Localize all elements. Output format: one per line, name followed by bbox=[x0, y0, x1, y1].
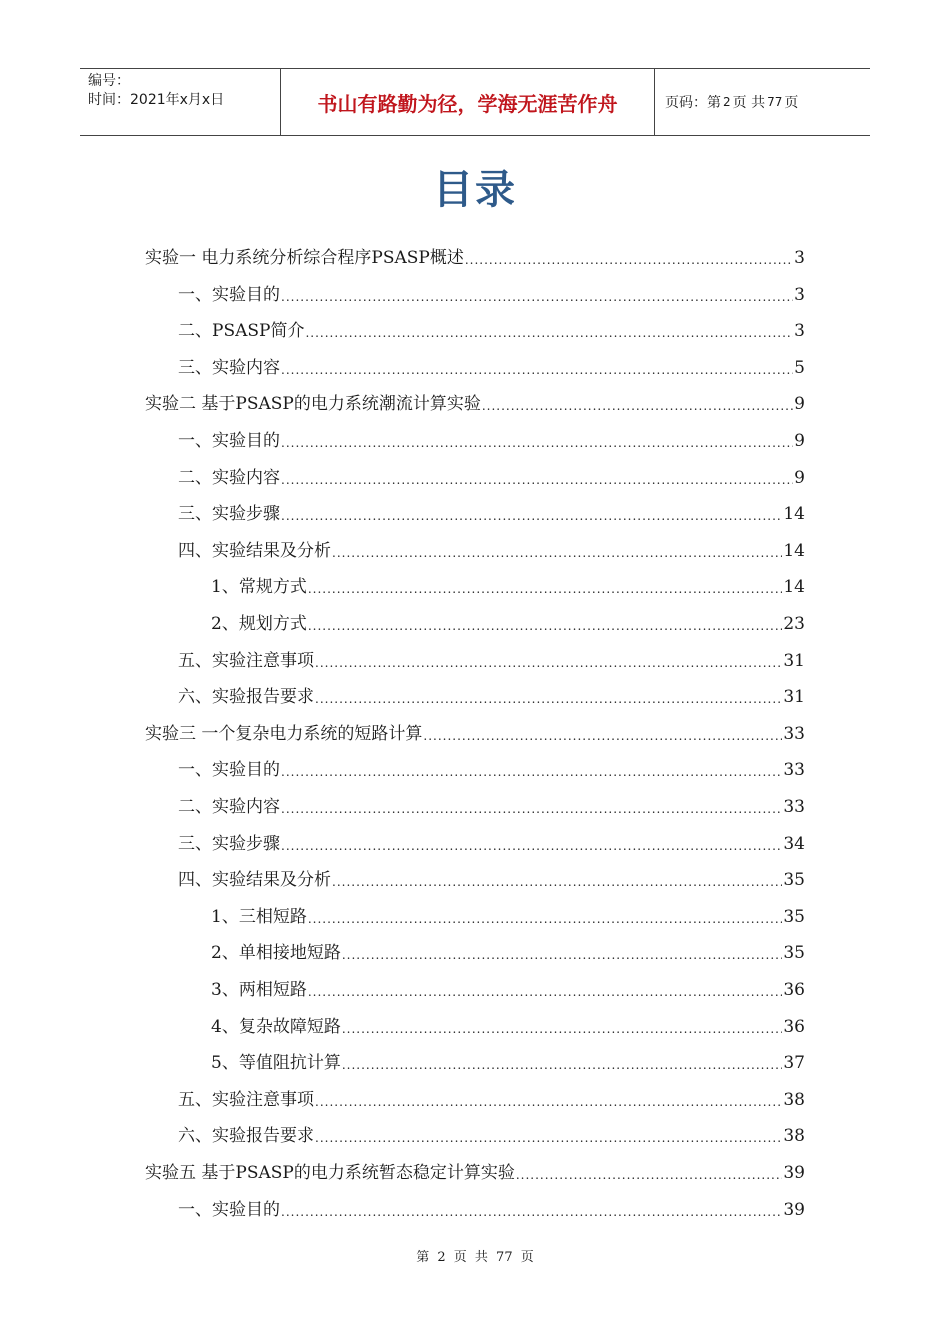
page-title: 目录 bbox=[433, 167, 517, 213]
header-motto: 书山有路勤为径，学海无涯苦作舟 bbox=[281, 69, 655, 135]
toc-leader-dots bbox=[465, 251, 793, 269]
toc-entry-title: 二、实验内容 bbox=[178, 467, 280, 488]
toc-entry-title: 一、实验目的 bbox=[178, 431, 280, 451]
toc-entry-page: 34 bbox=[783, 833, 805, 854]
toc-entry[interactable] bbox=[178, 1083, 805, 1111]
toc-entry-page: 5 bbox=[794, 357, 805, 378]
toc-leader-dots bbox=[315, 654, 782, 672]
toc-entry[interactable] bbox=[178, 351, 805, 379]
toc-entry-title: 5、等值阻抗计算 bbox=[211, 1053, 341, 1074]
toc-entry[interactable] bbox=[211, 1046, 805, 1074]
toc-entry-title: 一、实验目的 bbox=[178, 284, 280, 305]
toc-leader-dots bbox=[281, 1203, 782, 1221]
toc-entry-page: 39 bbox=[783, 1199, 805, 1220]
toc-leader-dots bbox=[281, 800, 782, 818]
toc-entry-title: 1、常规方式 bbox=[211, 577, 307, 598]
toc-leader-dots bbox=[281, 288, 793, 306]
toc-leader-dots bbox=[308, 910, 783, 928]
toc-entry-page: 36 bbox=[783, 1016, 805, 1037]
toc-entry[interactable] bbox=[178, 827, 805, 855]
toc-leader-dots bbox=[332, 544, 782, 562]
toc-entry[interactable] bbox=[178, 753, 805, 781]
toc-leader-dots bbox=[315, 1129, 782, 1147]
toc-entry-title: 实验五 基于PSASP的电力系统暂态稳定计算实验 bbox=[145, 1163, 515, 1183]
toc-leader-dots bbox=[281, 507, 782, 525]
toc-entry-title: 2、规划方式 bbox=[211, 614, 307, 634]
page-mid: 页 共 bbox=[732, 95, 766, 111]
toc-entry[interactable] bbox=[178, 790, 805, 818]
toc-entry-page: 14 bbox=[783, 577, 805, 598]
toc-entry[interactable] bbox=[178, 497, 805, 525]
toc-entry-page: 36 bbox=[783, 980, 805, 1000]
page-total: 77 bbox=[767, 95, 783, 109]
toc-entry-title: 六、实验报告要求 bbox=[178, 687, 314, 708]
toc-entry-title: 六、实验报告要求 bbox=[178, 1126, 314, 1147]
toc-entry-page: 9 bbox=[794, 467, 805, 488]
time-label: 时间：2021年x月x日 bbox=[88, 92, 225, 108]
toc-entry-title: 实验二 基于PSASP的电力系统潮流计算实验 bbox=[145, 394, 481, 415]
toc-entry-page: 33 bbox=[783, 723, 805, 744]
toc-entry[interactable] bbox=[145, 717, 805, 745]
toc-entry[interactable] bbox=[178, 461, 805, 489]
toc-leader-dots bbox=[315, 1093, 782, 1111]
toc-entry-page: 3 bbox=[794, 284, 805, 305]
toc-leader-dots bbox=[342, 1020, 783, 1038]
toc-entry-title: 实验三 一个复杂电力系统的短路计算 bbox=[145, 723, 423, 744]
toc-entry-page: 33 bbox=[783, 760, 805, 781]
toc-entry[interactable] bbox=[178, 534, 805, 562]
toc-entry[interactable] bbox=[211, 570, 805, 598]
toc-entry-page: 39 bbox=[783, 1163, 805, 1183]
toc-leader-dots bbox=[423, 727, 782, 745]
toc-leader-dots bbox=[342, 1056, 783, 1074]
toc-entry-page: 35 bbox=[783, 943, 805, 964]
toc-entry-page: 38 bbox=[783, 1089, 805, 1110]
toc-entry-title: 二、实验内容 bbox=[178, 797, 280, 817]
toc-leader-dots bbox=[308, 580, 783, 598]
page-prefix: 页码：第 bbox=[665, 95, 721, 111]
header-meta bbox=[80, 69, 281, 135]
toc-entry-title: 四、实验结果及分析 bbox=[178, 540, 331, 561]
toc-leader-dots bbox=[305, 324, 793, 342]
toc-leader-dots bbox=[482, 397, 793, 415]
toc-entry-page: 37 bbox=[783, 1053, 805, 1074]
toc-entry[interactable] bbox=[178, 1193, 805, 1221]
toc-leader-dots bbox=[281, 763, 782, 781]
toc-entry-page: 9 bbox=[794, 431, 805, 451]
toc-entry-title: 三、实验内容 bbox=[178, 357, 280, 378]
page-current: 2 bbox=[723, 95, 731, 109]
toc-entry-page: 3 bbox=[794, 248, 805, 268]
toc-entry-page: 9 bbox=[794, 394, 805, 415]
toc-leader-dots bbox=[281, 837, 782, 855]
toc-entry-title: 二、PSASP简介 bbox=[178, 321, 305, 342]
toc-entry[interactable] bbox=[211, 973, 805, 1001]
toc-leader-dots bbox=[315, 690, 782, 708]
toc-entry-title: 3、两相短路 bbox=[211, 980, 307, 1000]
toc-leader-dots bbox=[308, 617, 783, 635]
toc-entry[interactable] bbox=[178, 680, 805, 708]
toc-leader-dots bbox=[281, 434, 793, 452]
toc-entry-title: 五、实验注意事项 bbox=[178, 1089, 314, 1110]
toc-entry[interactable] bbox=[178, 644, 805, 672]
toc-entry-page: 31 bbox=[783, 687, 805, 708]
page-header bbox=[80, 68, 870, 136]
page-suffix: 页 bbox=[784, 95, 799, 111]
toc-leader-dots bbox=[308, 983, 783, 1001]
toc-entry-title: 4、复杂故障短路 bbox=[211, 1016, 341, 1037]
toc-entry-page: 35 bbox=[783, 870, 805, 891]
toc-entry[interactable] bbox=[178, 1119, 805, 1147]
toc-entry[interactable] bbox=[145, 241, 805, 269]
header-page-info bbox=[655, 69, 870, 135]
toc-entry[interactable] bbox=[178, 314, 805, 342]
toc-entry-title: 实验一 电力系统分析综合程序PSASP概述 bbox=[145, 248, 464, 268]
toc-entry[interactable] bbox=[145, 387, 805, 415]
toc-entry-page: 38 bbox=[783, 1126, 805, 1147]
toc-entry-title: 一、实验目的 bbox=[178, 1199, 280, 1220]
toc-entry[interactable] bbox=[178, 278, 805, 306]
toc-leader-dots bbox=[342, 946, 783, 964]
toc-entry-title: 三、实验步骤 bbox=[178, 833, 280, 854]
page-footer: 第 2 页 共 77 页 bbox=[416, 1250, 534, 1265]
toc-entry-title: 五、实验注意事项 bbox=[178, 650, 314, 671]
number-label: 编号： bbox=[88, 73, 130, 89]
toc-entry[interactable] bbox=[211, 936, 805, 964]
toc-entry-title: 1、三相短路 bbox=[211, 906, 307, 927]
toc-leader-dots bbox=[516, 1166, 783, 1184]
toc-entry[interactable] bbox=[211, 900, 805, 928]
toc-entry-page: 35 bbox=[783, 906, 805, 927]
toc-entry-page: 3 bbox=[794, 321, 805, 342]
toc-entry-page: 31 bbox=[783, 650, 805, 671]
toc-leader-dots bbox=[332, 873, 782, 891]
toc-entry-page: 23 bbox=[783, 614, 805, 634]
toc-entry-title: 一、实验目的 bbox=[178, 760, 280, 781]
toc-entry[interactable] bbox=[211, 607, 805, 635]
toc-entry-page: 14 bbox=[783, 540, 805, 561]
toc-entry-title: 三、实验步骤 bbox=[178, 504, 280, 525]
toc-entry[interactable] bbox=[178, 424, 805, 452]
toc-entry[interactable] bbox=[178, 863, 805, 891]
toc-entry-title: 2、单相接地短路 bbox=[211, 943, 341, 964]
toc-entry-title: 四、实验结果及分析 bbox=[178, 870, 331, 891]
toc-entry-page: 33 bbox=[783, 797, 805, 817]
toc-leader-dots bbox=[281, 361, 793, 379]
toc-entry[interactable] bbox=[145, 1156, 805, 1184]
toc-entry[interactable] bbox=[211, 1010, 805, 1038]
toc-leader-dots bbox=[281, 471, 793, 489]
toc-entry-page: 14 bbox=[783, 504, 805, 525]
